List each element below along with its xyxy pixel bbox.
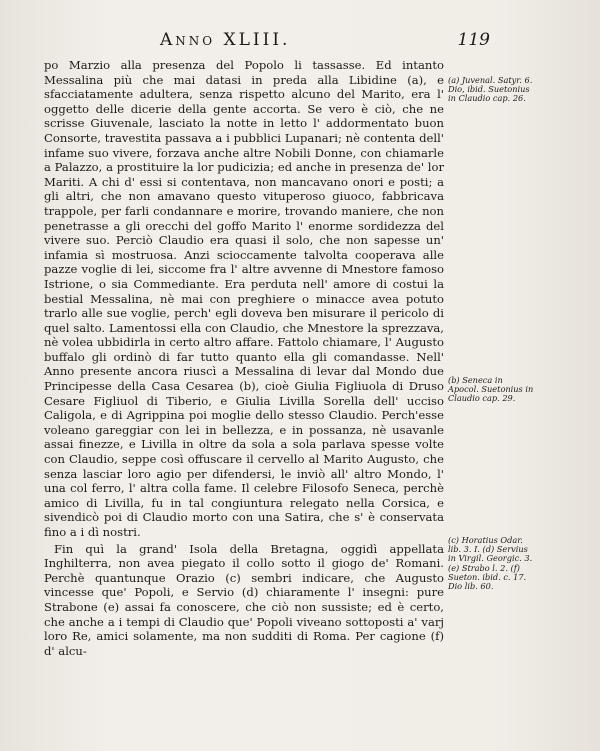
- paragraph-messalina: po Marzio alla presenza del Popolo li tassasse. Ed intanto Messalina più che mai datasi in preda alla Libidine (a), e sfacciatamente adultera, senza rispetto alcuno del Marito, era l' oggetto delle dicerie della gente accorta. Se vero è ciò, che ne scrisse Giuvenale, lasciato la notte in letto l' addormentato buon Consorte, travestita passava a i pubblici Lupanari; nè contenta dell' infame suo vivere, forzava anche altre Nobili Donne, con chiamarle a Palazzo, a prostituire la lor pudicizia; ed anche in presenza de' lor Mariti. A chi d' essi si contentava, non mancavano onori e posti; a gli altri, che non amavano questo vituperoso giuoco, fabbricava trappole, per farli condannare e morire, trovando maniere, che non penetrasse a gli orecchi del goffo Marito l' enorme sordidezza del vivere suo. Perciò Claudio era quasi il solo, che non sapesse un' infamia sì mostruosa. Anzi scioccamente talvolta cooperava alle pazze voglie di lei, siccome fra l' altre avvenne di Mnestore famoso Istrione, o sia Commediante. Era perduta nell' amore di costui la bestial Messalina, nè mai con preghiere o minacce avea potuto trarlo alle sue voglie, perch' egli doveva ben misurare il pericolo di quel salto. Lamentossi ella con Claudio, che Mnestore la sprezzava, nè volea ubbidirla in certo altro affare. Fattolo chiamare, l' Augusto buffalo gli ordinò di far tutto quanto ella gli comandasse. Nell' Anno presente ancora riuscì a Messalina di levar dal Mondo due Principesse della Casa Cesarea (b), cioè Giulia Figliuola di Druso Cesare Figliuol di Tiberio, e Giulia Livilla Sorella dell' ucciso Caligola, e di Agrippina poi moglie dello stesso Claudio. Perch'esse voleano gareggiar con lei in bellezza, e in possanza, nè usavanle assai finezze, e Livilla in oltre da sola a sola parlava spesse volte con Claudio, seppe così offuscare il cervello al Marito Augusto, che senza lasciar loro agio per difendersi, le inviò all' altro Mondo, l' una col ferro, l' altra colla fame. Il celebre Filosofo Seneca, perchè amico di Livilla, fu in tal congiuntura relegato nella Corsica, e sivendicò poi di Claudio morto con una Satira, che s' è conservata fino a i dì nostri.: [44, 58, 444, 539]
- margin-note-a: (a) Juvenal. Satyr. 6. Dio, ibid. Suetonius in Claudio cap. 26.: [448, 75, 533, 104]
- page-number: 119: [457, 30, 490, 50]
- margin-note-c-f: (c) Horatius Odar. lib. 3. I. (d) Servius in Virgil. Georgic. 3. (e) Strabo l. 2. (f) Sueton. ibid. c. 17. Dio lib. 60.: [448, 535, 533, 592]
- running-title: Anno XLIII.: [160, 30, 291, 50]
- page-header: [0, 30, 600, 54]
- paragraph-britain: Fin quì la grand' Isola della Bretagna, oggidì appellata Inghilterra, non avea piegato il collo sotto il giogo de' Romani. Perchè quantunque Orazio (c) sembri indicare, che Augusto vincesse que' Popoli, e Servio (d) chiaramente l' insegni: pure Strabone (e) assai fa conoscere, che ciò non sussiste; ed è certo, che anche a i tempi di Claudio que' Popoli viveano sottoposti a' varj loro Re, amici solamente, ma non sudditi di Roma. Per cagione (f) d' alcu-: [44, 541, 444, 658]
- margin-note-b: (b) Seneca in Apocol. Suetonius in Claudio cap. 29.: [448, 375, 534, 404]
- main-text: [44, 58, 444, 658]
